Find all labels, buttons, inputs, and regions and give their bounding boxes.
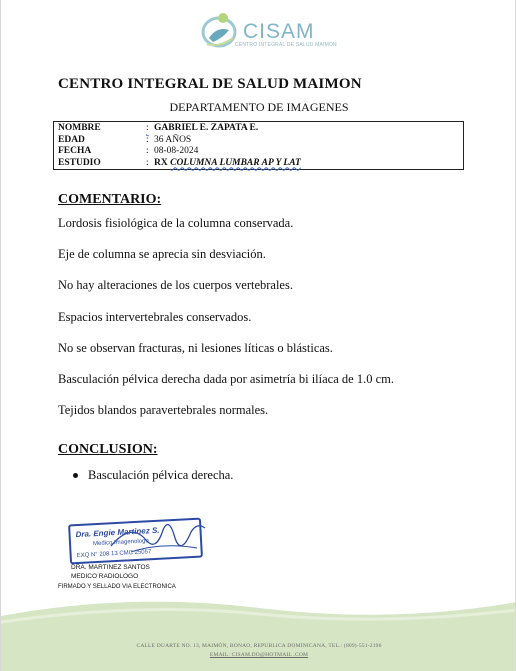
doctor-signature-block bbox=[71, 563, 150, 581]
patient-row-age: EDAD : 36 AÑOS bbox=[58, 134, 192, 145]
footer-wave-decoration bbox=[1, 598, 516, 671]
patient-label: FECHA bbox=[58, 146, 92, 156]
patient-row-name: NOMBRE : GABRIEL E. ZAPATA E. bbox=[58, 123, 259, 133]
bullet-icon bbox=[73, 473, 78, 478]
comment-heading: COMENTARIO: bbox=[58, 192, 162, 207]
stamp-name: Dra. Engie Martinez S. bbox=[75, 525, 160, 540]
patient-date-value: 08-08-2024 bbox=[154, 146, 199, 156]
conclusion-heading: CONCLUSION: bbox=[58, 442, 158, 457]
patient-row-study: ESTUDIO : RX COLUMNA LUMBAR AP Y LAT bbox=[58, 157, 301, 168]
comment-paragraph: Espacios intervertebrales conservados. bbox=[58, 310, 252, 324]
patient-study-value bbox=[154, 158, 301, 170]
logo-text: CISAM bbox=[243, 20, 315, 43]
footer-address: CALLE DUARTE NO. 13, MAIMÓN, BONAO, REPUBLICA DOMINICANA, TEL.: (809)-551-2196 bbox=[136, 643, 382, 649]
department-name: DEPARTAMENTO DE IMAGENES bbox=[169, 100, 349, 114]
comment-paragraph: Lordosis fisiológica de la columna conservada. bbox=[58, 216, 294, 230]
signature-note: FIRMADO Y SELLADO VIA ELECTRONICA bbox=[58, 584, 176, 590]
clinic-logo bbox=[199, 8, 337, 52]
footer-email: EMAIL: CISAM.DO@HOTMAIL .COM bbox=[209, 652, 309, 658]
patient-row-date: FECHA : 08-08-2024 bbox=[58, 146, 199, 156]
study-description: COLUMNA LUMBAR AP Y LAT bbox=[170, 157, 301, 168]
logo-subtitle: CENTRO INTEGRAL DE SALUD MAIMON bbox=[235, 42, 337, 48]
patient-label: EDAD bbox=[58, 134, 85, 145]
patient-age-value: 36 AÑOS bbox=[154, 134, 192, 145]
patient-info-box bbox=[53, 121, 464, 170]
handwritten-signature-icon bbox=[101, 512, 211, 562]
conclusion-item bbox=[73, 468, 233, 483]
conclusion-item-text: Basculación pélvica derecha. bbox=[88, 468, 234, 482]
stamp-role: Medico Imagenologo bbox=[92, 538, 149, 548]
comment-paragraph: No se observan fracturas, ni lesiones líticas o blásticas. bbox=[58, 341, 333, 355]
comment-paragraph: Basculación pélvica derecha dada por asimetría bi ilíaca de 1.0 cm. bbox=[58, 372, 394, 386]
comment-paragraph: Tejidos blandos paravertebrales normales. bbox=[58, 403, 269, 417]
doctor-name: DRA. MARTINEZ SANTOS bbox=[71, 564, 150, 571]
patient-label: ESTUDIO bbox=[58, 157, 101, 168]
doctor-title: MEDICO RADIOLOGO bbox=[71, 573, 139, 580]
patient-label: NOMBRE bbox=[58, 123, 101, 133]
comment-paragraph: Eje de columna se aprecia sin desviación. bbox=[58, 247, 266, 261]
clinic-name: CENTRO INTEGRAL DE SALUD MAIMON bbox=[58, 76, 362, 92]
patient-name-value: GABRIEL E. ZAPATA E. bbox=[154, 123, 259, 133]
study-prefix: RX bbox=[154, 157, 168, 168]
stamp-exequatur: EXQ N° 208 13 CMC 25057 bbox=[76, 549, 152, 560]
comment-paragraph: No hay alteraciones de los cuerpos vertebrales. bbox=[58, 278, 293, 292]
